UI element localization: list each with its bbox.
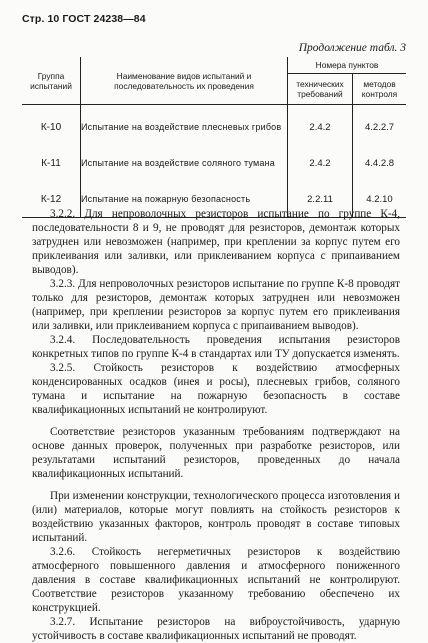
table-row (22, 145, 406, 181)
paragraph-design-change: При изменении конструкции, технологического процесса изготовления и (или) материалов, которые могут повлиять на стойкость резисторов к воздействию указанных факторов, контроль проводят в составе типовых испытаний. (32, 490, 400, 544)
col-methods-header: методов контроля (353, 74, 407, 105)
table-row (22, 105, 406, 146)
row-group: К-11 (22, 145, 81, 181)
row-tech: 2.4.2 (288, 105, 353, 146)
paragraph-3-2-6: 3.2.6. Стойкость негерметичных резисторов к воздействию атмосферного повышенного давления и атмосферного пониженного давления в составе квалификационных испытаний не контролируют. Соответствие резисторов указанному требованию обеспечено их конструкцией. (32, 546, 400, 614)
row-group: К-10 (22, 105, 81, 146)
paragraph-conformity: Соответствие резисторов указанным требованиям подтверждают на основе данных проверок, полученных при разработке резисторов, или результатами испытаний резисторов, проведенных до начала квалификационных испытаний. (32, 426, 400, 480)
row-method: 4.4.2.8 (364, 157, 395, 169)
body-text (32, 207, 400, 643)
test-table (22, 57, 406, 218)
row-tech: 2.4.2 (288, 145, 353, 181)
col-name-header: Наименование видов испытаний и последовательность их проведения (81, 57, 288, 105)
paragraph-3-2-3: 3.2.3. Для непроволочных резисторов испытание по группе К-8 проводят только для резисторов, демонтаж которых затруднен или невозможен (например, при креплении резисторов за корпус путем его приклеивания или заливки, или приклеиванием корпуса с припаиванием выводов). (32, 278, 400, 332)
row-group: К-12 (22, 181, 81, 218)
col-group-header: Группа испытаний (22, 57, 81, 105)
row-test: Испытание на воздействие плесневых грибов (81, 105, 288, 146)
page-header: Стр. 10 ГОСТ 24238—84 (22, 13, 146, 25)
row-method: 4.2.2.7 (364, 121, 395, 133)
row-method: 4.2.10 (353, 181, 407, 218)
row-test: Испытание на воздействие соляного тумана (81, 145, 288, 181)
paragraph-3-2-5: 3.2.5. Стойкость резисторов к воздействию атмосферных конденсированных осадков (инея и росы), плесневых грибов, соляного тумана и испытание на пожарную безопасность в составе квалификационных испытаний не контролируют. (32, 362, 400, 416)
table-continuation-label: Продолжение табл. 3 (298, 42, 406, 54)
paragraph-3-2-4: 3.2.4. Последовательность проведения испытания резисторов конкретных типов по группе К-4 в стандартах или ТУ допускается изменять. (32, 334, 400, 360)
paragraph-3-2-7: 3.2.7. Испытание резисторов на виброустойчивость, ударную устойчивость в составе квалификационных испытаний не проводят. (32, 616, 400, 642)
paragraph-3-2-2: 3.2.2. Для непроволочных резисторов испытание по группе К-4, последовательности 8 и 9, не проводят для резисторов, демонтаж которых затруднен или невозможен (например, при креплении за корпус путем его приклеивания или заливки, или приклеиванием корпуса с припаиванием выводов). (32, 208, 400, 276)
col-numbers-header: Номера пунктов (288, 57, 407, 74)
col-tech-header: технических требований (288, 74, 353, 105)
row-tech: 2.2.11 (288, 181, 353, 218)
row-test: Испытание на пожарную безопасность (81, 181, 288, 218)
